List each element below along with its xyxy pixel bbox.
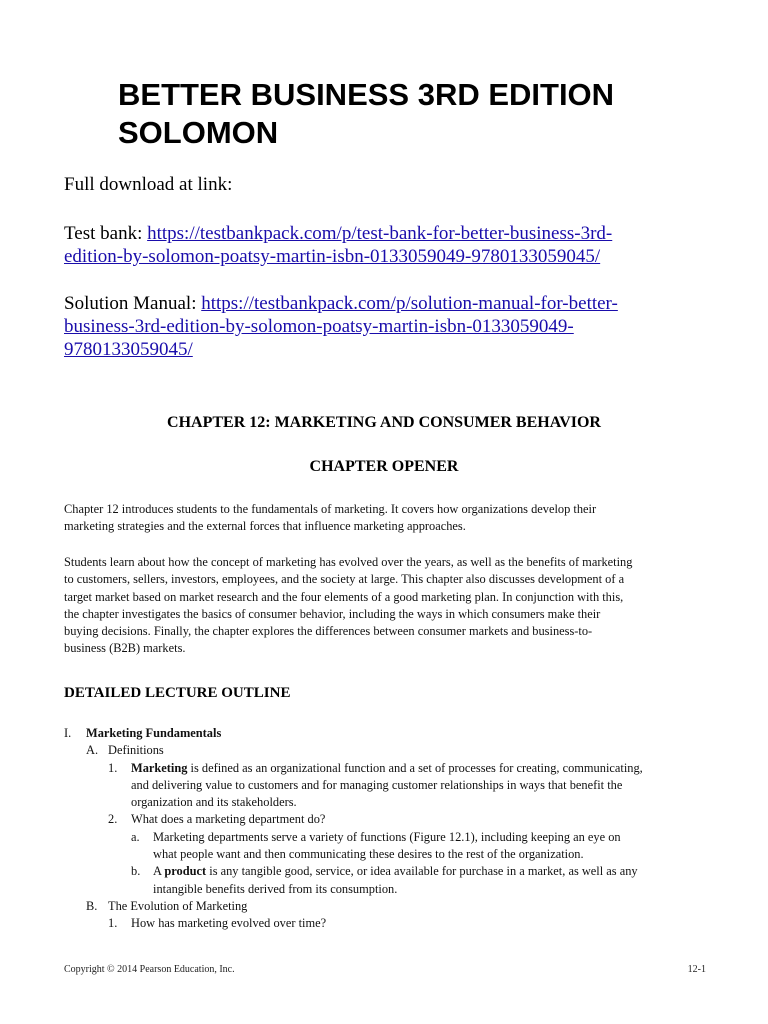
outline-item-a2b <box>64 863 754 898</box>
outline-line: A <box>153 864 165 879</box>
definition-text: organization and its stakeholders. <box>131 795 297 810</box>
opener-paragraph-1 <box>64 501 754 536</box>
outline-item-b <box>64 898 754 915</box>
outline-item-i <box>64 725 754 742</box>
title-line-1: BETTER BUSINESS 3RD EDITION <box>118 77 615 112</box>
outline-heading: Marketing Fundamentals <box>86 726 222 740</box>
outline-item-b1 <box>64 915 754 932</box>
solution-manual-link-line-3[interactable]: 9780133059045/ <box>64 339 193 360</box>
outline-number: B. <box>86 898 98 913</box>
paragraph-line: target market based on market research and the four elements of a good marketing plan. In conjunction with this, <box>64 589 624 604</box>
outline-text: Definitions <box>108 743 164 758</box>
paragraph-line: marketing strategies and the external forces that influence marketing approaches. <box>64 519 466 534</box>
solution-manual-block <box>64 292 744 361</box>
lecture-outline <box>64 725 754 933</box>
term-product: product <box>164 864 207 879</box>
download-label: Full download at link: <box>64 174 233 195</box>
outline-text: What does a marketing department do? <box>131 812 326 827</box>
solution-manual-link-line-1[interactable]: https://testbankpack.com/p/solution-manual-for-better- <box>201 293 618 314</box>
definition-text: and delivering value to customers and for managing customer relationships in ways that benefit the <box>131 777 623 792</box>
outline-letter: a. <box>131 829 140 844</box>
title-line-2: SOLOMON <box>118 115 279 150</box>
opener-title: CHAPTER OPENER <box>309 458 459 475</box>
outline-title: DETAILED LECTURE OUTLINE <box>64 685 291 701</box>
footer-copyright: Copyright © 2014 Pearson Education, Inc. <box>64 964 235 975</box>
outline-letter: b. <box>131 864 141 879</box>
outline-number: I. <box>64 726 72 740</box>
definition-text: intangible benefits derived from its consumption. <box>153 881 398 896</box>
opener-paragraph-2 <box>64 554 754 658</box>
outline-item-a <box>64 742 754 759</box>
solution-manual-link-line-2[interactable]: business-3rd-edition-by-solomon-poatsy-martin-isbn-0133059049- <box>64 316 574 337</box>
outline-text <box>131 760 761 812</box>
definition-text: is defined as an organizational function and a set of processes for creating, communicating, <box>187 760 643 775</box>
test-bank-label: Test bank: <box>64 223 143 244</box>
outline-number: 1. <box>108 760 118 775</box>
term-marketing: Marketing <box>131 760 188 775</box>
paragraph-line: buying decisions. Finally, the chapter explores the differences between consumer markets and business-to- <box>64 624 593 639</box>
test-bank-link-line-2[interactable]: edition-by-solomon-poatsy-martin-isbn-0133059049-9780133059045/ <box>64 246 601 267</box>
outline-number: 1. <box>108 916 118 931</box>
test-bank-link-line-1[interactable]: https://testbankpack.com/p/test-bank-for-better-business-3rd- <box>147 223 613 244</box>
outline-text: The Evolution of Marketing <box>108 898 248 913</box>
solution-manual-label: Solution Manual: <box>64 293 197 314</box>
paragraph-line: Chapter 12 introduces students to the fundamentals of marketing. It covers how organizations develop their <box>64 502 597 516</box>
paragraph-line: the chapter investigates the basics of consumer behavior, including the ways in which consumers make their <box>64 606 601 621</box>
outline-number: A. <box>86 743 99 758</box>
outline-number: 2. <box>108 812 118 827</box>
test-bank-block <box>64 222 744 268</box>
paragraph-line: Students learn about how the concept of marketing has evolved over the years, as well as the benefits of marketing <box>64 555 633 569</box>
outline-item-a1 <box>64 760 754 812</box>
definition-text: is any tangible good, service, or idea available for purchase in a market, as well as any <box>206 864 638 879</box>
outline-line: Marketing departments serve a variety of functions (Figure 12.1), including keeping an eye on <box>153 829 621 844</box>
paragraph-line: business (B2B) markets. <box>64 641 186 656</box>
outline-text <box>153 863 763 898</box>
document-title <box>118 76 718 152</box>
outline-item-a2 <box>64 811 754 828</box>
outline-text: How has marketing evolved over time? <box>131 916 327 931</box>
outline-text <box>153 829 763 864</box>
outline-item-a2a <box>64 829 754 864</box>
paragraph-line: to customers, sellers, investors, employees, and the society at large. This chapter also discusses development of a <box>64 572 625 587</box>
footer-page-number: 12-1 <box>687 964 706 975</box>
chapter-title: CHAPTER 12: MARKETING AND CONSUMER BEHAVIOR <box>167 414 601 431</box>
outline-line: what people want and then communicating these desires to the rest of the organization. <box>153 847 584 862</box>
